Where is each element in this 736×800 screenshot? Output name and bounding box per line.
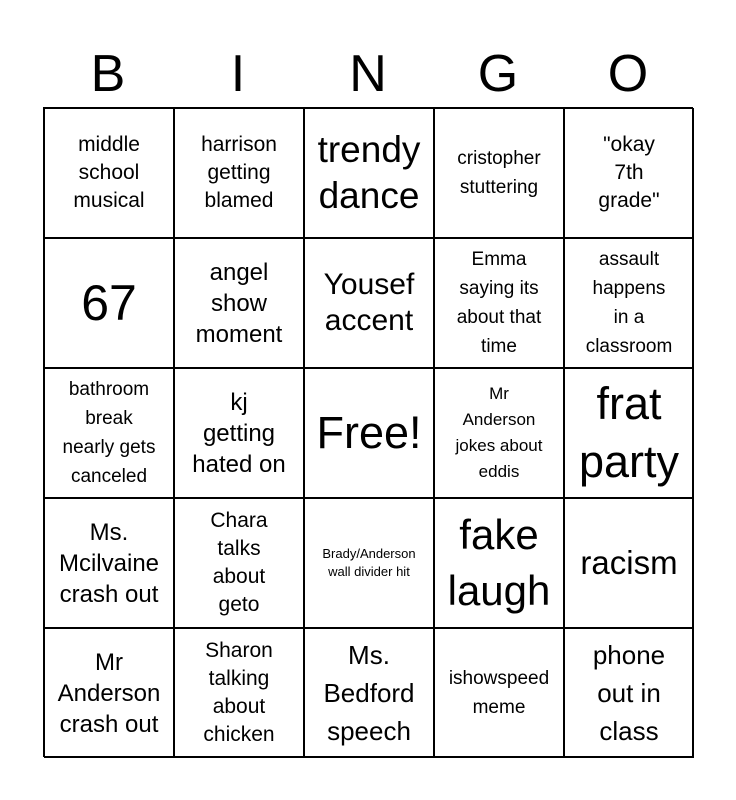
cell-text: phone out in class: [592, 640, 666, 746]
bingo-cell-r5c4[interactable]: [434, 628, 564, 758]
bingo-cell-r2c3[interactable]: [304, 238, 434, 368]
cell-text: ishowspeed meme: [448, 668, 550, 718]
cell-text: 67: [81, 275, 137, 331]
cell-text: cristopher stuttering: [457, 148, 541, 198]
cell-text: frat party: [578, 378, 680, 487]
cell-text: trendy dance: [317, 129, 421, 216]
cell-text: angel show moment: [195, 258, 283, 348]
bingo-cell-r4c3[interactable]: [304, 498, 434, 628]
cell-text: Yousef accent: [323, 268, 415, 337]
bingo-cell-r5c1[interactable]: [44, 628, 174, 758]
cell-text: racism: [580, 544, 678, 581]
bingo-cell-r1c2[interactable]: [174, 108, 304, 238]
bingo-cell-r3c4[interactable]: [434, 368, 564, 498]
bingo-cell-r1c3[interactable]: [304, 108, 434, 238]
bingo-board: [43, 107, 693, 757]
bingo-header: [43, 40, 693, 108]
bingo-cell-r2c4[interactable]: [434, 238, 564, 368]
bingo-cell-r1c5[interactable]: [564, 108, 694, 238]
header-letter-g: G: [477, 45, 519, 103]
bingo-cell-r3c2[interactable]: [174, 368, 304, 498]
cell-text: Brady/Anderson wall divider hit: [322, 546, 416, 579]
cell-text: middle school musical: [73, 133, 145, 212]
header-letter-n: N: [349, 45, 387, 103]
bingo-cell-r2c5[interactable]: [564, 238, 694, 368]
bingo-cell-r1c4[interactable]: [434, 108, 564, 238]
bingo-cell-r4c1[interactable]: [44, 498, 174, 628]
bingo-cell-r3c5[interactable]: [564, 368, 694, 498]
cell-text: Emma saying its about that time: [456, 249, 542, 357]
header-letter-o: O: [607, 45, 649, 103]
bingo-cell-r2c1[interactable]: [44, 238, 174, 368]
bingo-cell-r4c4[interactable]: [434, 498, 564, 628]
cell-text: fake laugh: [447, 511, 551, 614]
cell-text: Chara talks about geto: [210, 509, 268, 616]
cell-text: Sharon talking about chicken: [203, 639, 275, 746]
bingo-cell-r5c5[interactable]: [564, 628, 694, 758]
cell-text: Mr Anderson crash out: [57, 648, 161, 738]
bingo-cell-r5c3[interactable]: [304, 628, 434, 758]
cell-text: Mr Anderson jokes about eddis: [455, 384, 543, 481]
cell-text: bathroom break nearly gets canceled: [62, 379, 156, 487]
bingo-cell-r4c2[interactable]: [174, 498, 304, 628]
header-letter-i: I: [230, 45, 246, 103]
cell-text: Free!: [316, 407, 422, 458]
bingo-cell-r4c5[interactable]: [564, 498, 694, 628]
bingo-cell-r3c1[interactable]: [44, 368, 174, 498]
cell-text: Ms. Mcilvaine crash out: [58, 518, 160, 608]
cell-text: harrison getting blamed: [201, 133, 277, 212]
cell-text: Ms. Bedford speech: [323, 640, 415, 746]
free-space-cell[interactable]: [304, 368, 434, 498]
bingo-cell-r5c2[interactable]: [174, 628, 304, 758]
bingo-cell-r1c1[interactable]: [44, 108, 174, 238]
bingo-cell-r2c2[interactable]: [174, 238, 304, 368]
cell-text: kj getting hated on: [192, 388, 286, 478]
cell-text: assault happens in a classroom: [585, 249, 673, 357]
cell-text: "okay 7th grade": [598, 133, 660, 212]
header-letter-b: B: [90, 45, 126, 103]
